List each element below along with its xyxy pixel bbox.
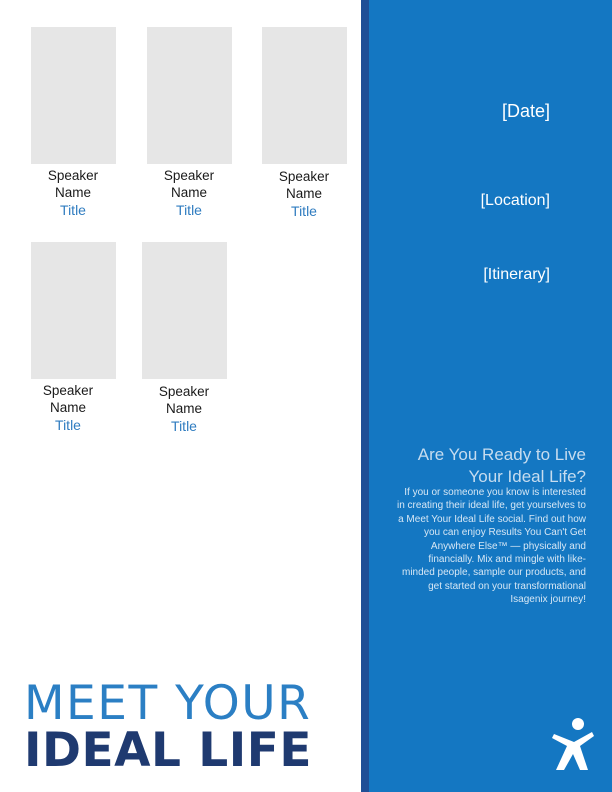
speaker-name-line2: Name [54, 185, 91, 200]
headline-line1: Are You Ready to Live [417, 445, 586, 464]
brand-line-ideal-life: IDEAL LIFE [24, 723, 312, 778]
speaker-name-line1: Speaker [278, 169, 330, 184]
isagenix-logo-icon [550, 716, 596, 772]
event-location: [Location] [480, 192, 550, 209]
speaker-name-line1: Speaker [158, 384, 210, 399]
event-itinerary: [Itinerary] [483, 266, 550, 283]
event-panel [369, 0, 612, 792]
speaker-caption-1 [28, 167, 118, 219]
panel-blurb: If you or someone you know is interested in creating their ideal life, get yourselves to a Meet Your Ideal Life social. Find out how you can enjoy Results You Can't Get Anywhere Else™ — physically and financially. Mix and mingle with like-minded people, sample our products, and get started on your transformational Isagenix journey! [397, 487, 586, 606]
speaker-title: Title [176, 202, 202, 218]
speaker-name-line2: Name [49, 400, 86, 415]
speaker-photo-3 [262, 27, 347, 164]
speaker-title: Title [171, 418, 197, 434]
event-date: [Date] [501, 101, 550, 121]
speaker-photo-4 [31, 242, 116, 379]
speaker-title: Title [60, 202, 86, 218]
brand-line-meet-your: MEET YOUR [24, 676, 312, 731]
panel-divider [361, 0, 369, 792]
speaker-title: Title [291, 203, 317, 219]
speaker-name-line2: Name [170, 185, 207, 200]
speaker-title: Title [55, 417, 81, 433]
speaker-name-line2: Name [165, 401, 202, 416]
speaker-name-line1: Speaker [163, 168, 215, 183]
speaker-name-line1: Speaker [42, 383, 94, 398]
speaker-photo-1 [31, 27, 116, 164]
speaker-name-line1: Speaker [47, 168, 99, 183]
headline-line2: Your Ideal Life? [468, 467, 586, 486]
speaker-caption-2 [144, 167, 234, 219]
speaker-name-line2: Name [285, 186, 322, 201]
speaker-photo-2 [147, 27, 232, 164]
speaker-caption-4 [23, 382, 113, 434]
speaker-photo-5 [142, 242, 227, 379]
speaker-caption-3 [259, 168, 349, 220]
panel-headline [380, 444, 586, 488]
speaker-caption-5 [139, 383, 229, 435]
